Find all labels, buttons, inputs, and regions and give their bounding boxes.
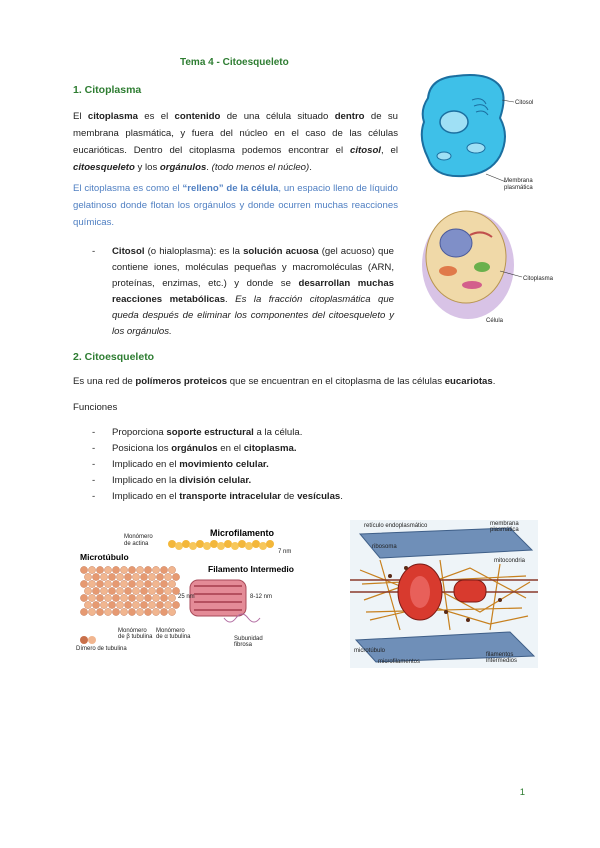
funciones-list (92, 425, 512, 505)
subunidad-label-1: Subunidad (234, 636, 263, 642)
nm7-label: 7 nm (278, 549, 292, 555)
monomero-a-label-2: de α tubulina (156, 634, 191, 640)
nm812-label: 8-12 nm (250, 594, 273, 600)
microtubulo-label: Microtúbulo (80, 552, 129, 562)
microfilamentos-label: microfilamentos (378, 659, 421, 665)
list-item: - Proporciona soporte estructural a la célula. (92, 425, 512, 441)
ribosoma-label: ribosoma (372, 544, 397, 550)
celula-label: Célula (486, 318, 504, 324)
cytoskeleton-network-diagram (350, 520, 538, 668)
reticulo-label: retículo endoplasmático (364, 523, 428, 529)
cell-3d-diagram (412, 205, 554, 325)
section-heading-citoesqueleto: 2. Citoesqueleto (73, 351, 155, 363)
membrana-label-2: plasmática (504, 185, 533, 191)
microtubulo-net-label: microtúbulo (354, 648, 386, 654)
membrana-label-1: Membrana (504, 178, 533, 184)
monomero-b-label-1: Monómero (118, 628, 147, 634)
monomero-actina-label-1: Monómero (124, 534, 153, 540)
microfilamento-label: Microfilamento (210, 528, 275, 538)
filamentos-intermedios-label-2: intermedios (486, 658, 518, 664)
membrana-plasmatica-label-2: plasmática (490, 527, 519, 533)
section-heading-citoplasma: 1. Citoplasma (73, 84, 142, 96)
membrana-plasmatica-label-1: membrana (490, 521, 519, 527)
citosol-bullet-list (92, 244, 394, 340)
monomero-a-label-1: Monómero (156, 628, 185, 634)
list-item: - Implicado en el movimiento celular. (92, 457, 512, 473)
mitocondria-label: mitocondria (494, 558, 526, 564)
page-title: Tema 4 - Citoesqueleto (180, 57, 289, 68)
subunidad-label-2: fibrosa (234, 642, 253, 648)
list-item: - Citosol (o hialoplasma): es la solución acuosa (gel acuoso) que contiene iones, moléculas pequeñas y macromoléculas (ARN, proteínas, enzimas, etc.) y donde se desarrollan muchas reacciones metabólicas. Es la fracción citoplasmática que queda después de eliminar los componentes del citoesqueleto y los orgánulos. (92, 244, 394, 340)
paragraph-citoplasma: El citoplasma es el contenido de una célula situado dentro de su membrana plasmática, y fuera del núcleo en el caso de las células eucarióticas. Dentro del citoplasma podemos encontrar el citosol, el citoesqueleto y los orgánulos. (todo menos el núcleo). (73, 111, 398, 173)
list-item: - Implicado en el transporte intracelular de vesículas. (92, 489, 512, 505)
actin-chain (168, 540, 274, 550)
list-item: - Posiciona los orgánulos en el citoplasma. (92, 441, 512, 457)
monomero-b-label-2: de β tubulina (118, 634, 153, 640)
microtubule-bead-grid (80, 566, 179, 615)
filament-types-diagram (72, 522, 302, 652)
page-number: 1 (519, 787, 525, 798)
paragraph-citoesqueleto: Es una red de polímeros proteicos que se encuentran en el citoplasma de las células eucariotas. (73, 376, 496, 387)
monomero-actina-label-2: de actina (124, 541, 149, 547)
list-item: - Implicado en la división celular. (92, 473, 512, 489)
animal-cell-diagram (416, 70, 536, 195)
funciones-label: Funciones (73, 402, 118, 413)
citosol-label: Citosol (515, 100, 534, 106)
citoplasma-label: Citoplasma (523, 276, 554, 282)
filamentos-intermedios-label-1: filamentos (486, 652, 514, 658)
paragraph-relleno: El citoplasma es como el “relleno” de la célula, un espacio lleno de líquido gelatinoso donde flotan los orgánulos y donde ocurren muchas reacciones químicas. (73, 183, 398, 228)
nm25-label: 25 nm (178, 594, 195, 600)
filamento-intermedio-label: Filamento Intermedio (208, 564, 294, 574)
dimero-label: Dímero de tubulina (76, 646, 127, 652)
